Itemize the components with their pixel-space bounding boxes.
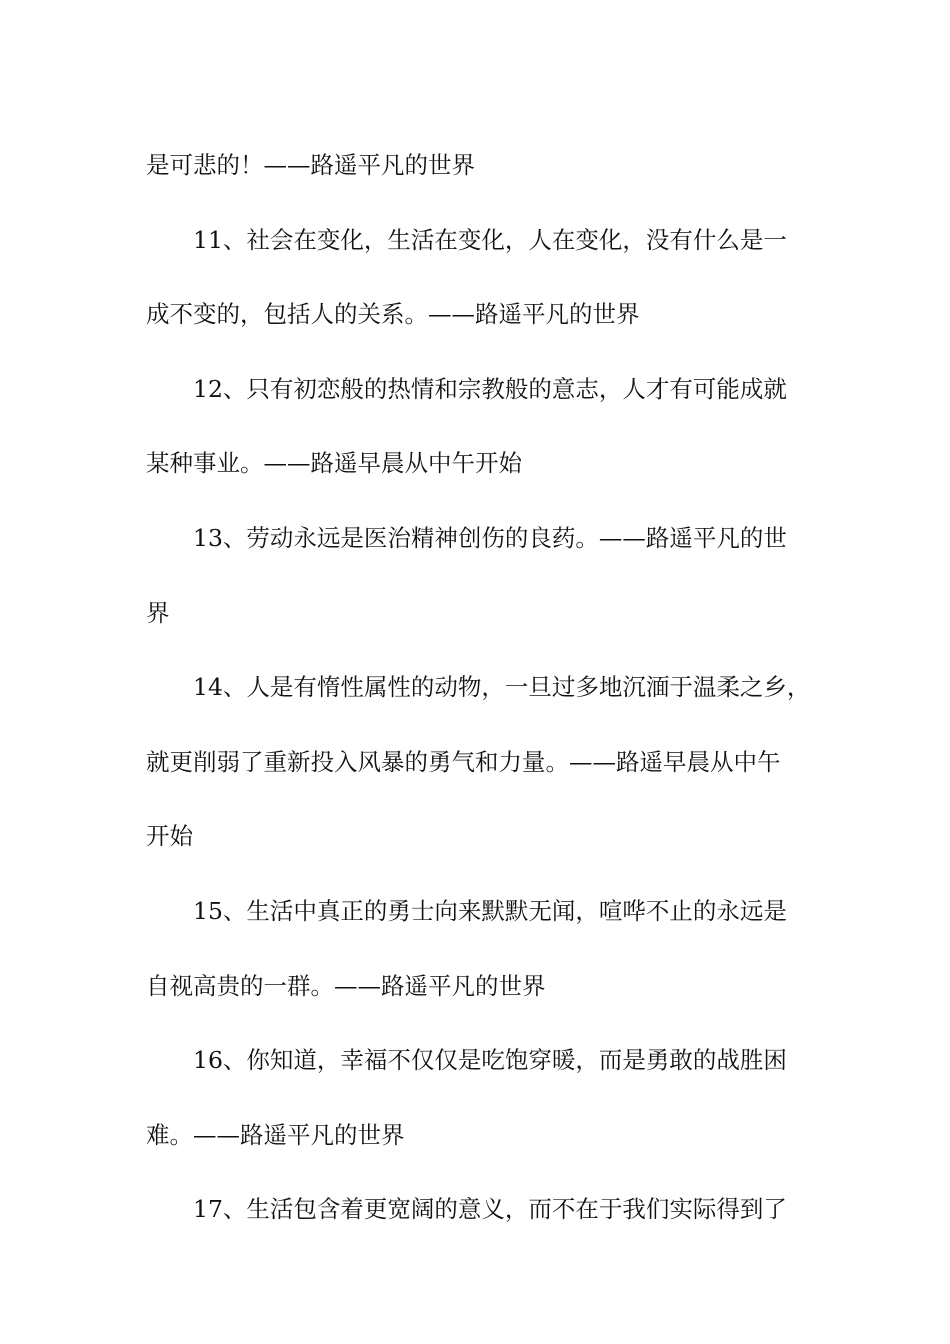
text-line: 界 (146, 598, 170, 627)
text-line: 14、人是有惰性属性的动物，一旦过多地沉湎于温柔之乡， (193, 673, 811, 702)
text-line: 自视高贵的一群。——路遥平凡的世界 (146, 971, 546, 1000)
text-line: 16、你知道，幸福不仅仅是吃饱穿暖，而是勇敢的战胜困 (193, 1046, 787, 1075)
text-line: 15、生活中真正的勇士向来默默无闻，喧哗不止的永远是 (193, 896, 787, 925)
text-line: 某种事业。——路遥早晨从中午开始 (146, 449, 522, 478)
document-body (146, 128, 811, 1247)
text-line: 13、劳动永远是医治精神创伤的良药。——路遥平凡的世 (193, 523, 787, 552)
text-line: 难。——路遥平凡的世界 (146, 1120, 405, 1149)
text-line: 是可悲的！——路遥平凡的世界 (146, 151, 475, 179)
text-line: 11、社会在变化，生活在变化，人在变化，没有什么是一 (193, 225, 787, 254)
text-line: 开始 (146, 822, 193, 851)
text-line: 17、生活包含着更宽阔的意义，而不在于我们实际得到了 (193, 1195, 787, 1224)
text-line: 12、只有初恋般的热情和宗教般的意志，人才有可能成就 (193, 374, 787, 403)
text-line: 成不变的，包括人的关系。——路遥平凡的世界 (146, 300, 640, 329)
text-line: 就更削弱了重新投入风暴的勇气和力量。——路遥早晨从中午 (146, 747, 781, 776)
